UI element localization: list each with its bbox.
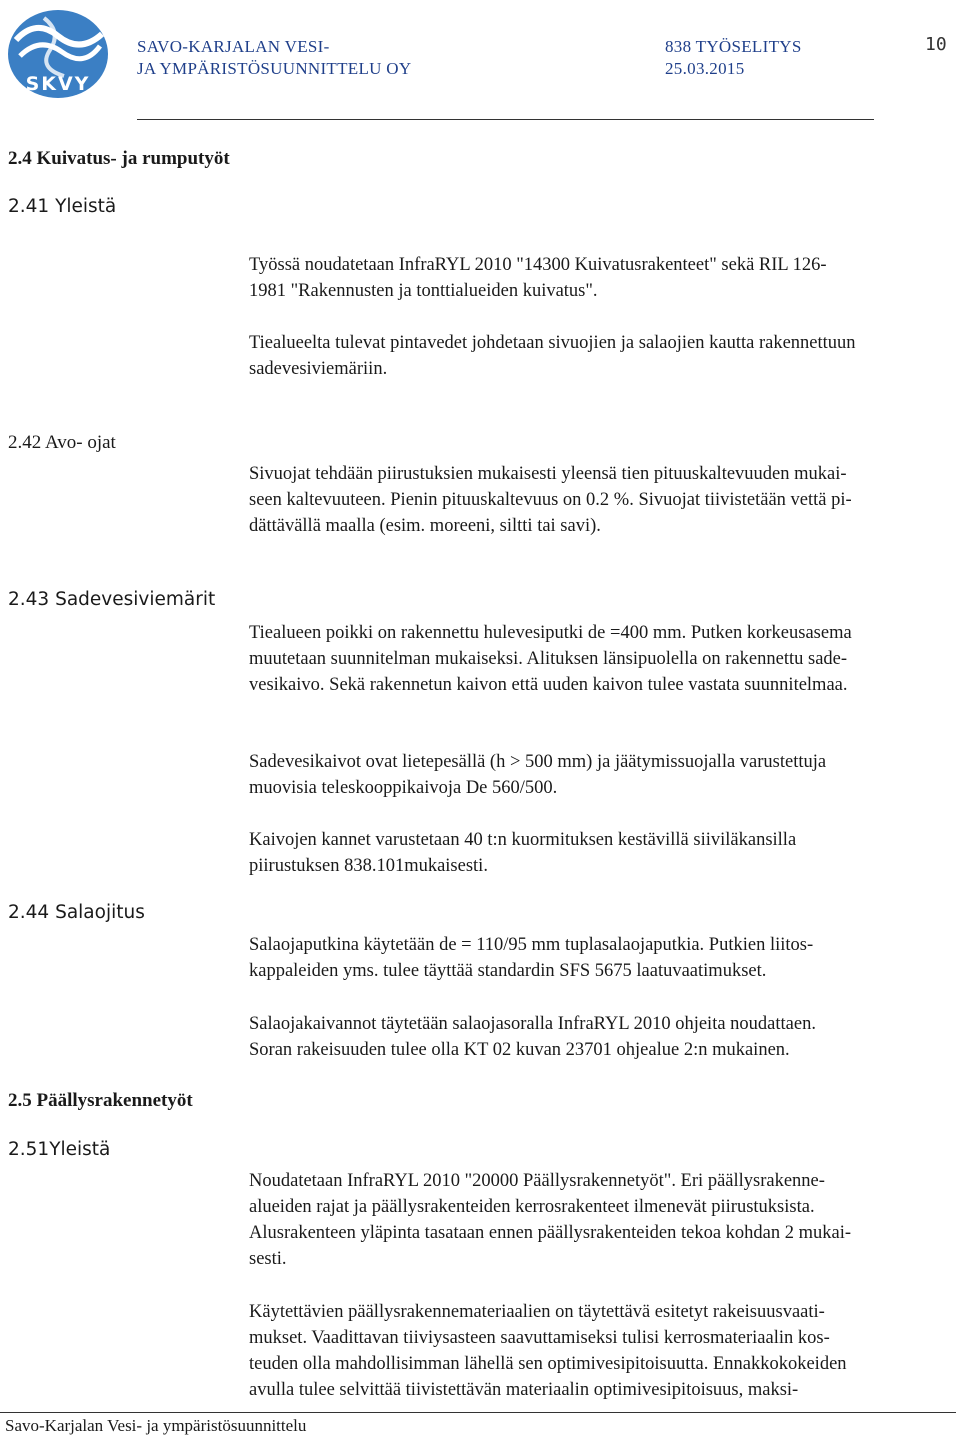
text-line: Tiealueelta tulevat pintavedet johdetaan sivuojien ja salaojien kautta rakennettuun	[249, 333, 856, 353]
text-line: piirustuksen 838.101mukaisesti.	[249, 856, 488, 876]
section-2-4-heading: 2.4 Kuivatus- ja rumputyöt	[8, 148, 230, 169]
company-name-line2: JA YMPÄRISTÖSUUNNITTELU OY	[137, 59, 412, 78]
text-line: avulla tulee selvittää tiivistettävän materiaalin optimivesipitoisuus, maksi-	[249, 1380, 799, 1400]
text-line: Soran rakeisuuden tulee olla KT 02 kuvan 23701 ohjealue 2:n mukainen.	[249, 1040, 790, 1060]
text-line: kappaleiden yms. tulee täyttää standardin SFS 5675 laatuvaatimukset.	[249, 961, 767, 981]
text-line: muovisia teleskooppikaivoja De 560/500.	[249, 778, 558, 798]
text-line: muutetaan suunnitelman mukaiseksi. Alituksen länsipuolella on rakennettu sade-	[249, 649, 848, 669]
text-line: Noudatetaan InfraRYL 2010 "20000 Päällysrakennetyöt". Eri päällysrakenne-	[249, 1171, 825, 1191]
paragraph	[249, 1011, 816, 1063]
text-line: Sivuojat tehdään piirustuksien mukaisesti yleensä tien pituuskaltevuuden mukai-	[249, 464, 847, 484]
text-line: dättävällä maalla (esim. moreeni, siltti tai savi).	[249, 516, 601, 536]
paragraph	[249, 932, 813, 984]
footer-text: Savo-Karjalan Vesi- ja ympäristösuunnittelu	[5, 1416, 307, 1435]
text-line: 1981 "Rakennusten ja tonttialueiden kuivatus".	[249, 281, 598, 301]
text-line: Käytettävien päällysrakennemateriaalien on täytettävä esitetyt rakeisuusvaati-	[249, 1302, 825, 1322]
text-line: Työssä noudatetaan InfraRYL 2010 "14300 Kuivatusrakenteet" sekä RIL 126-	[249, 255, 827, 275]
paragraph	[249, 1168, 851, 1272]
text-line: Kaivojen kannet varustetaan 40 t:n kuormituksen kestävillä siiviläkansilla	[249, 830, 797, 850]
text-line: sadevesiviemäriin.	[249, 359, 388, 379]
document-date: 25.03.2015	[665, 59, 745, 78]
section-2-41-heading: 2.41 Yleistä	[8, 196, 117, 217]
page-number: 10	[925, 34, 947, 55]
paragraph	[249, 252, 827, 304]
text-line: Sadevesikaivot ovat lietepesällä (h > 500 mm) ja jäätymissuojalla varustettuja	[249, 752, 827, 772]
text-line: Salaojakaivannot täytetään salaojasoralla InfraRYL 2010 ohjeita noudattaen.	[249, 1014, 816, 1034]
section-2-43-heading: 2.43 Sadevesiviemärit	[8, 589, 216, 610]
paragraph	[249, 620, 852, 698]
text-line: sesti.	[249, 1249, 287, 1269]
company-name-line1: SAVO-KARJALAN VESI-	[137, 37, 330, 56]
skvy-logo	[6, 6, 110, 102]
text-line: seen kaltevuuteen. Pienin pituuskaltevuus on 0.2 %. Sivuojat tiivistetään vettä pi-	[249, 490, 852, 510]
paragraph	[249, 330, 856, 382]
text-line: mukset. Vaadittavan tiiviysasteen saavuttamiseksi tulisi kerrosmateriaalin kos-	[249, 1328, 830, 1348]
text-line: Tiealueen poikki on rakennettu hulevesiputki de =400 mm. Putken korkeusasema	[249, 623, 852, 643]
section-2-42-heading: 2.42 Avo- ojat	[8, 432, 116, 453]
text-line: vesikaivo. Sekä rakennetun kaivon että uuden kaivon tulee vastata suunnitelmaa.	[249, 675, 848, 695]
section-2-44-heading: 2.44 Salaojitus	[8, 902, 145, 923]
text-line: alueiden rajat ja päällysrakenteiden kerrosrakenteet ilmenevät piirustuksista.	[249, 1197, 815, 1217]
text-line: Salaojaputkina käytetään de = 110/95 mm tuplasalaojaputkia. Putkien liitos-	[249, 935, 814, 955]
header-rule	[137, 119, 874, 120]
document-title: 838 TYÖSELITYS	[665, 37, 802, 56]
logo-text: SKVY	[25, 73, 91, 95]
paragraph	[249, 461, 852, 539]
section-2-51-heading: 2.51Yleistä	[8, 1139, 111, 1160]
paragraph	[249, 1299, 847, 1403]
paragraph	[249, 749, 826, 801]
section-2-5-heading: 2.5 Päällysrakennetyöt	[8, 1090, 193, 1111]
text-line: Alusrakenteen yläpinta tasataan ennen päällysrakenteiden tekoa kohdan 2 mukai-	[249, 1223, 852, 1243]
footer-rule	[0, 1412, 956, 1413]
text-line: teuden olla mahdollisimman lähellä sen optimivesipitoisuutta. Ennakkokokeiden	[249, 1354, 847, 1374]
paragraph	[249, 827, 796, 879]
